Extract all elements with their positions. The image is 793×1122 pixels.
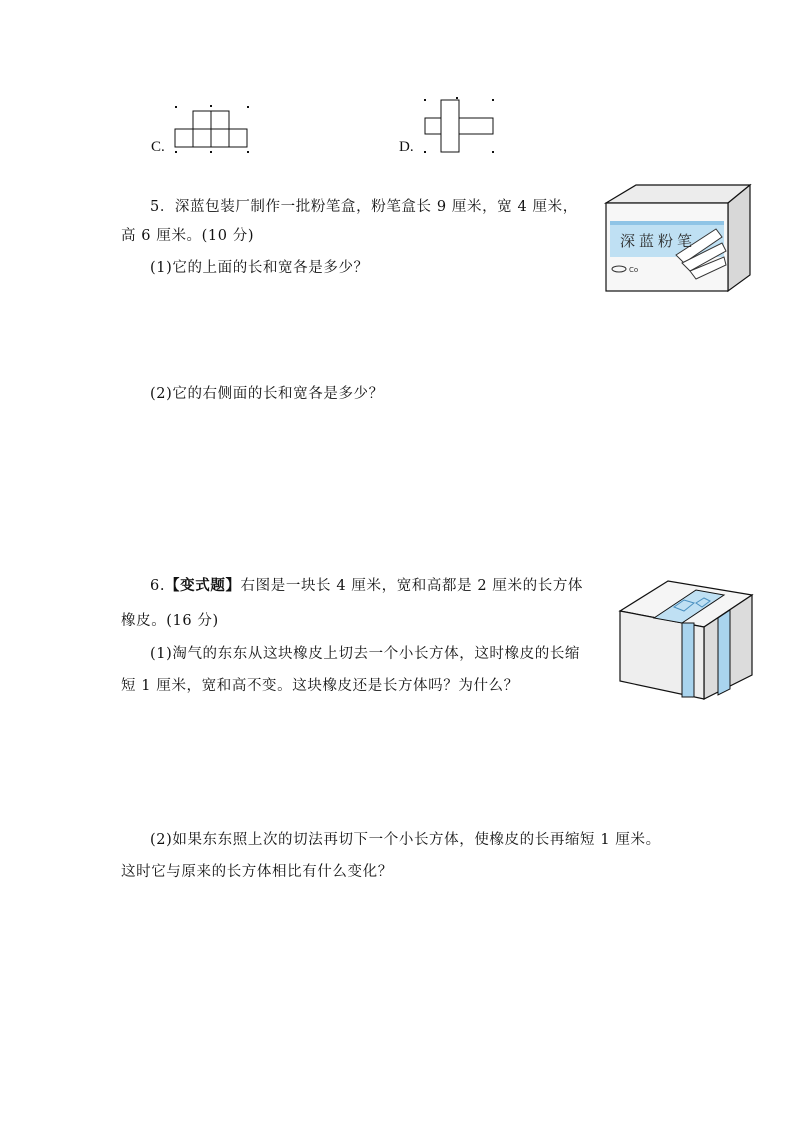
svg-text:Co: Co <box>629 266 639 274</box>
q6-sub1-line1: (1)淘气的东东从这块橡皮上切去一个小长方体，这时橡皮的长缩 <box>150 646 581 662</box>
q6-line1-text: 右图是一块长 4 厘米，宽和高都是 2 厘米的长方体 <box>240 578 584 594</box>
option-d-label: D. <box>399 139 414 155</box>
option-d-net-figure <box>420 95 500 160</box>
q6-line1 <box>150 576 583 596</box>
q6-tag: 【变式题】 <box>165 577 241 594</box>
q5-sub1: (1)它的上面的长和宽各是多少？ <box>150 260 369 276</box>
q6-line2: 橡皮。(16 分) <box>121 613 219 629</box>
q6-sub2-line1: (2)如果东东照上次的切法再切下一个小长方体，使橡皮的长再缩短 1 厘米。 <box>150 832 661 848</box>
q6-sub1-line2: 短 1 厘米，宽和高不变。这块橡皮还是长方体吗？为什么？ <box>121 678 519 694</box>
chalk-box-label: 深蓝粉笔 <box>620 232 697 250</box>
q6-number: 6. <box>150 578 166 594</box>
q5-line1: 5．深蓝包装厂制作一批粉笔盒，粉笔盒长 9 厘米，宽 4 厘米， <box>150 199 578 215</box>
option-c-label: C. <box>151 139 165 155</box>
option-c-net-figure <box>170 100 255 160</box>
q6-sub2-line2: 这时它与原来的长方体相比有什么变化？ <box>121 864 393 880</box>
q5-sub2: (2)它的右侧面的长和宽各是多少？ <box>150 386 384 402</box>
q5-line2: 高 6 厘米。(10 分) <box>121 228 255 244</box>
eraser-illustration <box>612 565 760 707</box>
